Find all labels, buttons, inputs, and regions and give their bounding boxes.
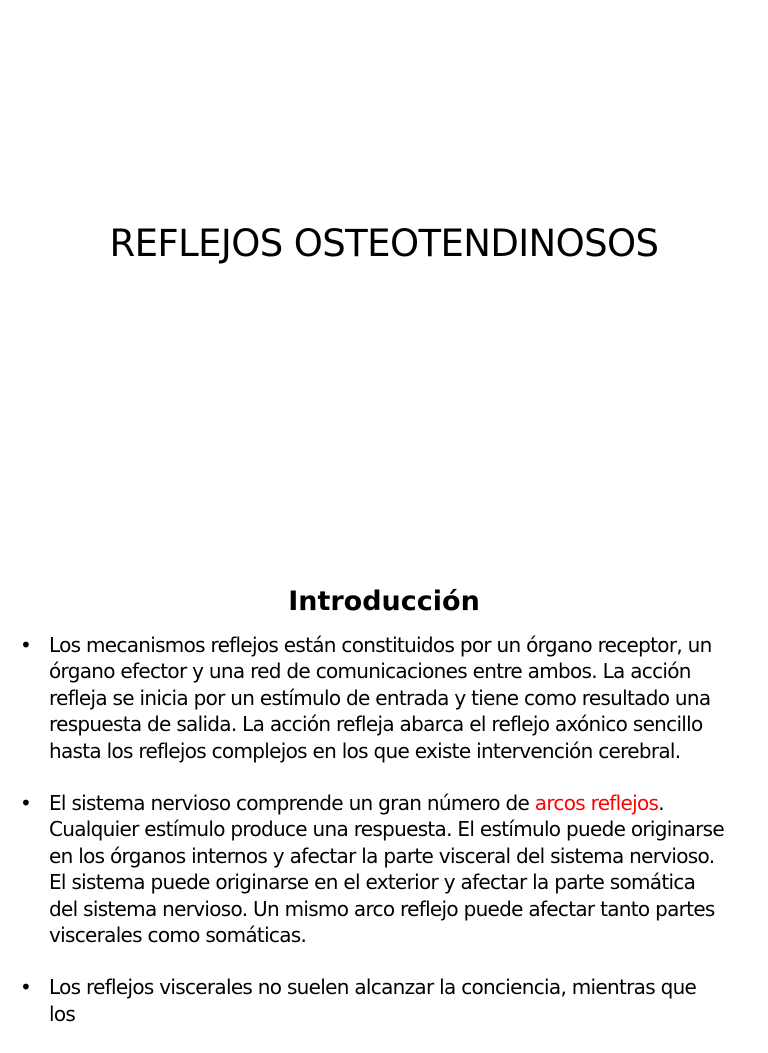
list-item bbox=[20, 632, 725, 764]
arcos-reflejos-link[interactable]: arcos reflejos bbox=[534, 791, 659, 816]
bullet-text-after: . Cualquier estímulo produce una respuesta. El estímulo puede originarse en los órganos internos y afectar la parte visceral del sistema nervioso. El sistema puede originarse en el exterior y afectar la parte somática del sistema nervioso. Un mismo arco reflejo puede afectar tanto partes viscerales como somáticas. bbox=[49, 791, 724, 948]
bullet-text: Los reflejos viscerales no suelen alcanzar la conciencia, mientras que los bbox=[49, 975, 697, 1026]
bullet-icon: • bbox=[20, 791, 32, 816]
list-item bbox=[20, 974, 725, 1027]
list-item bbox=[20, 790, 725, 948]
bullet-icon: • bbox=[20, 975, 32, 1000]
bullet-text-before: El sistema nervioso comprende un gran número de bbox=[49, 791, 535, 816]
slide-title: REFLEJOS OSTEOTENDINOSOS bbox=[109, 222, 659, 265]
bullet-text: Los mecanismos reflejos están constituidos por un órgano receptor, un órgano efector y una red de comunicaciones entre ambos. La acción refleja se inicia por un estímulo de entrada y tiene como resultado una respuesta de salida. La acción refleja abarca el reflejo axónico sencillo hasta los reflejos complejos en los que existe intervención cerebral. bbox=[49, 633, 712, 763]
bullet-icon: • bbox=[20, 633, 32, 657]
section-heading: Introducción bbox=[288, 586, 480, 617]
bullet-list bbox=[20, 632, 725, 1053]
